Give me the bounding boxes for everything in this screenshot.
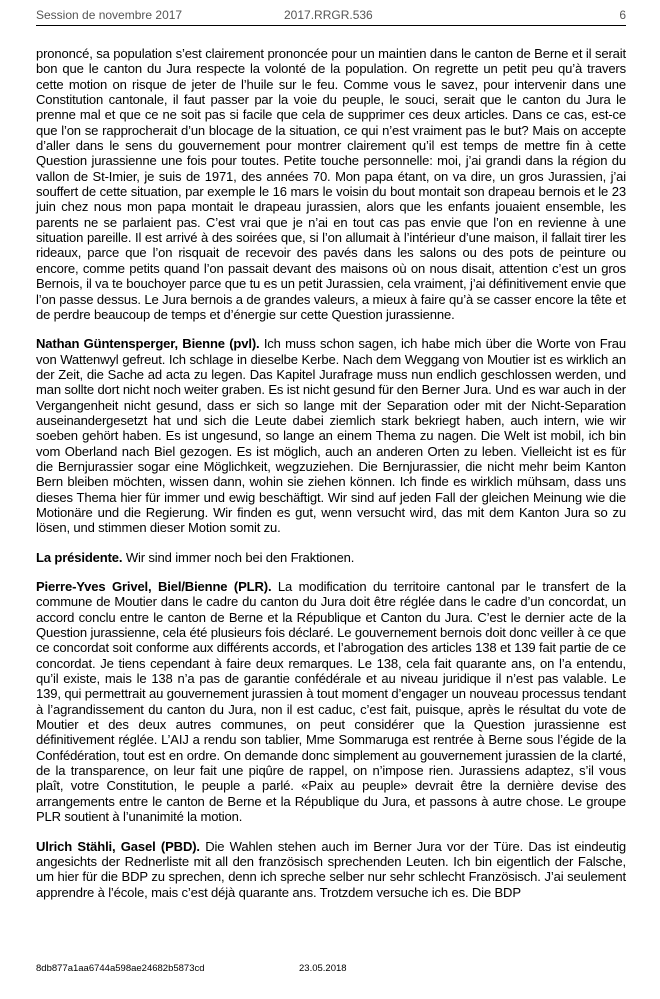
document-body [36, 46, 626, 914]
footer-date: 23.05.2018 [299, 963, 347, 974]
paragraph-continuation [36, 46, 626, 322]
speaker-name: Nathan Güntensperger, Bienne (pvl). [36, 336, 260, 352]
page-number: 6 [619, 8, 626, 22]
page-header [36, 7, 626, 26]
speech-presidente [36, 550, 626, 565]
paragraph-text: prononcé, sa population s’est clairement prononcée pour un maintien dans le canton de Berne et il serait bon que le canton du Jura respecte la volonté de la population. On regrette un petit peu qu’à travers cette motion on risque de jeter de l’huile sur le feu. Comme vous le savez, pour intervenir dans une Constitution cantonale, il faut passer par la voie du peuple, le souci, serait que le canton du Jura le prenne mal et que ce ne soit pas si facile que cela de supprimer ces deux articles. Dans ce cas, est-ce que l’on se rapprocherait d’un blocage de la situation, ce qui n’est vraiment pas le but? Mais on accepte d’aller dans le sens du gouvernement pour montrer clairement qu’il est temps de mettre fin à cette Question jurassienne une fois pour toutes. Petite touche personnelle: moi, j’ai grandi dans la région du vallon de St-Imier, je suis de 1971, des années 70. Mon papa étant, on va dire, un gros Jurassien, j’ai souffert de cette situation, par exemple le 16 mars le voisin du bout montait son drapeau bernois et le 23 juin chez nous mon papa montait le drapeau jurassien, alors que les enfants jouaient ensemble, les parents ne se parlaient pas. C’est vrai que je n’ai en tout cas pas envie que l’on en revienne à une situation pareille. Il est arrivé à des soirées que, si l’on allumait à l’intérieur d’une maison, il fallait tirer les rideaux, parce que l’on risquait de recevoir des pavés dans les salons ou des pots de peinture ou encore, comme petits quand l’on passait devant des maisons où on nous disait, attention c’est un gros Bernois, il va te bouchoyer parce que tu es un petit Jurassien, cela vraiment, j’ai définitivement envie que l’on passe dessus. Le Jura bernois a de grandes valeurs, a mieux à faire qu’à se casser encore la tête et de perdre beaucoup de temps et d’énergie sur cette Question jurassienne. [36, 46, 626, 322]
speaker-name: Pierre-Yves Grivel, Biel/Bienne (PLR). [36, 579, 272, 594]
paragraph-text: Ich muss schon sagen, ich habe mich über die Worte von Frau von Wattenwyl gefreut. Ich schlage in dieselbe Kerbe. Nach dem Weggang von Moutier ist es wirklich an der Zeit, die Sache ad acta zu legen. Das Kapitel Jurafrage muss nun endlich geschlossen werden, und man sollte dort nicht noch weiter graben. Es ist nicht gesund für den Berner Jura. Und es war auch in der Vergangenheit nicht gesund, dass er sich so lange mit der Separation oder mit der Nicht-Separation auseinandergesetzt hat und sich die Leute dabei ziemlich stark bekriegt haben, auch intern, wie wir soeben gehört haben. Es ist ungesund, so lange an einem Thema zu nagen. Die Welt ist mobil, ich bin vom Oberland nach Biel gezogen. Es ist möglich, auch an anderen Orten zu leben. Vielleicht ist es für die Bernjurassier sogar eine Möglichkeit, wegzuziehen. Die Bernjurassier, die nicht mehr beim Kanton Bern bleiben möchten, wissen dann, wohin sie ziehen können. Ich finde es wirklich mühsam, dass uns dieses Thema hier für immer und ewig beschäftigt. Wir sind auf jeden Fall der gleichen Meinung wie die Motionäre und die Regierung. Wir finden es gut, wenn versucht wird, das mit dem Kanton Jura so zu lösen, und stimmen dieser Motion somit zu. [36, 336, 626, 536]
paragraph-text: Wir sind immer noch bei den Fraktionen. [122, 549, 355, 565]
paragraph-text: Die Wahlen stehen auch im Berner Jura vor der Türe. Das ist eindeutig angesichts der Rednerliste mit all den französisch sprechenden Leuten. Ich bin eigentlich der Falsche, um hier für die BDP zu sprechen, denn ich spreche selber nur sehr schlecht Französisch. J’ai seulement apprendre à l’école, mais c’est déjà quarante ans. Trotzdem versuche ich es. Die BDP [36, 838, 626, 900]
speech-stahli [36, 839, 626, 900]
paragraph-text: La modification du territoire cantonal par le transfert de la commune de Moutier dans le cadre du canton du Jura doit être réglée dans le cadre d’un concordat, un accord conclu entre le canton de Berne et la République et Canton du Jura. C’est le dernier acte de la Question jurassienne, cela été plusieurs fois déclaré. Le gouvernement bernois doit donc veiller à ce que ce concordat soit conforme aux différents accords, et l’abrogation des articles 138 et 139 fait partie de ce concordat. Je tiens cependant à faire deux remarques. Le 138, cela fait quarante ans, on l’a entendu, qu’il existe, mais le 138 n’a pas de garantie confédérale et au niveau juridique il n’est pas valable. Le 139, qui permettrait au gouvernement jurassien à tout moment d’engager un nouveau processus tendant à l’agrandissement du canton du Jura, non il est caduc, c’est fait, puisque, après le résultat du vote de Moutier et des deux autres communes, on peut considérer que la Question jurassienne est définitivement réglée. L’AIJ a rendu son tablier, Mme Sommaruga est rentrée à Berne sous l’égide de la Confédération, tout est en ordre. On demande donc simplement au gouvernement jurassien de la clarté, de la transparence, on leur fait une piqûre de rappel, on n’impose rien. Jurassiens adaptez, s’il vous plaît, votre Constitution, le peuple a parlé. «Paix au peuple» devrait être la dernière devise des arrangements entre le canton de Berne et la République du Jura, et passons à autre chose. Le groupe PLR soutient à l’unanimité la motion. [36, 579, 626, 825]
speech-guntensperger [36, 336, 626, 535]
session-label: Session de novembre 2017 [36, 8, 183, 22]
speaker-name: Ulrich Stähli, Gasel (PBD). [36, 838, 200, 854]
speaker-name: La présidente. [36, 549, 123, 565]
document-reference: 2017.RRGR.536 [284, 8, 373, 22]
speech-grivel [36, 579, 626, 825]
document-hash: 8db877a1aa6744a598ae24682b5873cd [36, 963, 205, 974]
